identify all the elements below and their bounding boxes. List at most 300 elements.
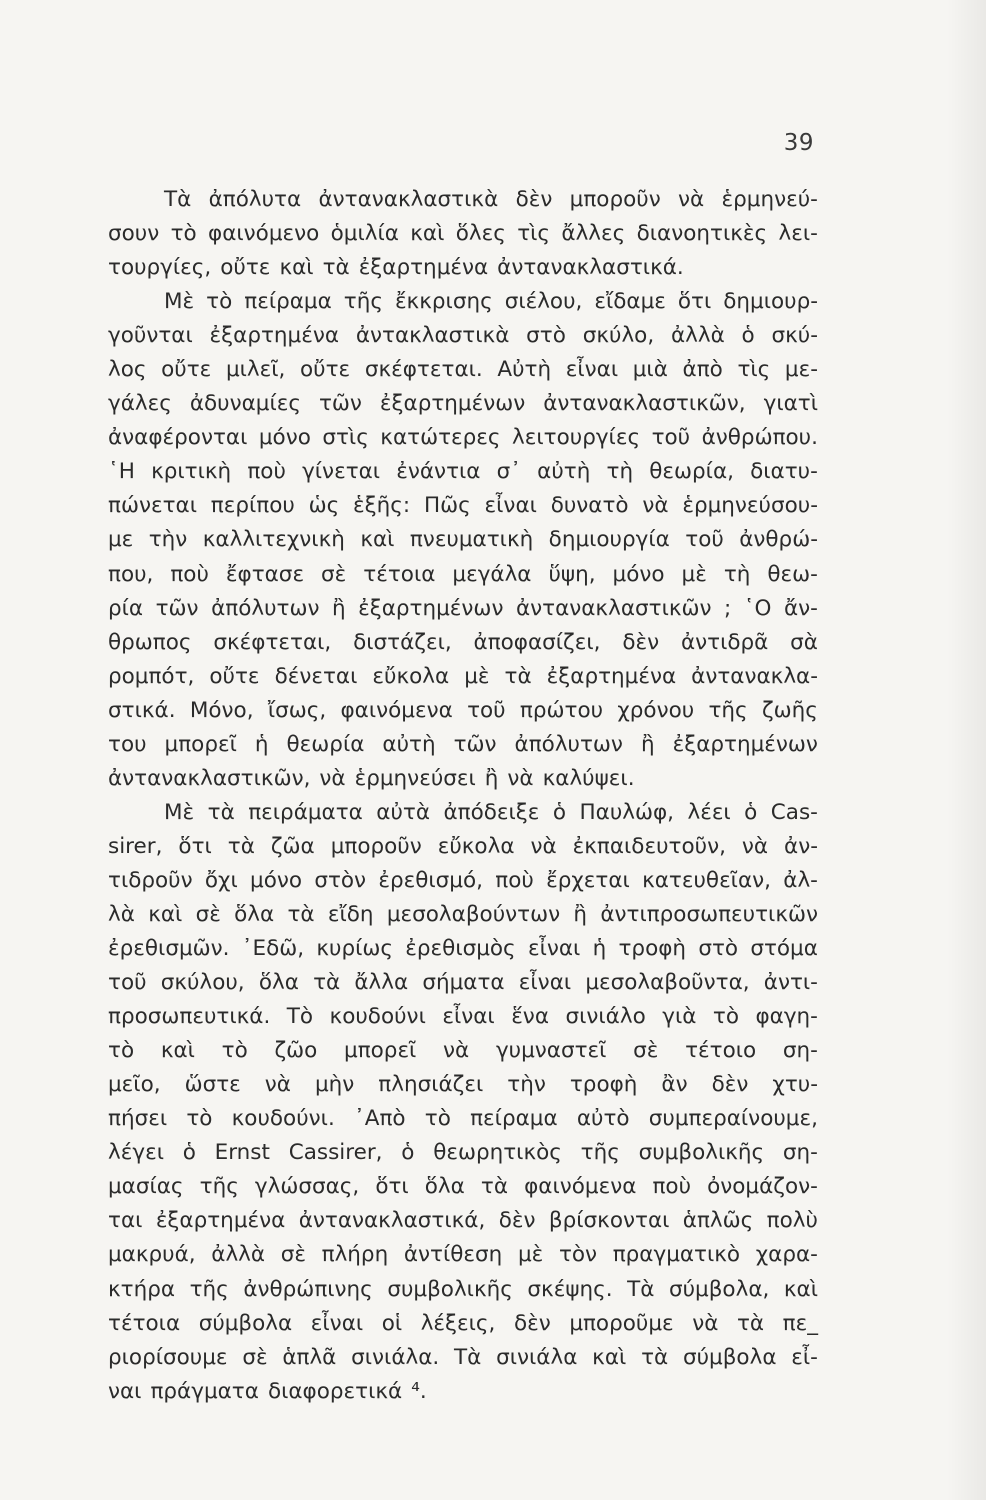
word: μόνο	[612, 561, 665, 587]
word: μὲ	[464, 663, 490, 689]
word: ὅτι	[677, 289, 712, 315]
word: οὔτε	[220, 255, 271, 281]
word: γιὰ	[662, 1004, 697, 1030]
word: ὕψη,	[548, 561, 596, 587]
word: ἐξαρτημένα	[546, 663, 677, 689]
word: ἐξαρτημένα	[155, 1208, 286, 1234]
word: καὶ	[160, 1038, 195, 1064]
word: φαινόμενο	[208, 221, 320, 247]
word: φαινόμενα	[340, 697, 453, 723]
text-line	[108, 966, 818, 1000]
word: τὸ	[221, 1038, 248, 1064]
word: πραγματικὸ	[612, 1242, 741, 1268]
word: του	[108, 731, 147, 757]
word: Παυλώφ,	[579, 799, 675, 825]
word: τὰ	[313, 970, 341, 996]
word: δένεται	[274, 663, 358, 689]
word: ποὺ	[170, 561, 209, 587]
word: πράγματα	[150, 1378, 259, 1404]
word: ἔφτασε	[225, 561, 305, 587]
word: ἀπόλυτων	[211, 595, 320, 621]
word: ἀντανακλαστικὰ	[318, 187, 499, 212]
word: ποὺ	[247, 459, 286, 485]
word: τῆς	[343, 289, 383, 315]
word: δημιουρ-	[723, 289, 818, 315]
text-line	[108, 932, 818, 966]
word: νὰ	[530, 833, 557, 859]
word: θεωρητικὸς	[433, 1140, 562, 1166]
text-line	[108, 421, 818, 455]
text-line	[108, 1238, 818, 1272]
word: σκέψης.	[527, 1276, 613, 1302]
word: νὰ	[741, 833, 769, 859]
word: τὸ	[206, 289, 233, 315]
word: μποροῦν	[330, 833, 422, 859]
word: λει-	[778, 221, 818, 247]
word: Μόνο,	[189, 697, 254, 723]
word: αὐτὰ	[376, 799, 431, 825]
word: ἀντανακλαστικῶν,	[108, 765, 311, 791]
word: ἁπλῶς	[682, 1208, 754, 1234]
word: λὰ	[108, 901, 135, 927]
text-line	[108, 558, 818, 592]
word: στόμα	[750, 936, 818, 962]
word: σουν	[108, 221, 160, 247]
word: ὡς	[308, 493, 340, 519]
word: ἀδυναμίες	[189, 391, 301, 417]
word: ὁ	[182, 1140, 196, 1166]
word: τέτοια	[108, 1310, 181, 1336]
word: λέγει	[108, 1140, 164, 1166]
word: ἀλλὰ	[211, 1242, 266, 1268]
word: φαινόμενα	[524, 1174, 637, 1200]
word: μεσολαβούντων	[386, 901, 561, 927]
word: Τὰ	[454, 1344, 482, 1370]
word: ἐρεθισμῶν.	[108, 936, 230, 962]
word: τῆς	[199, 1174, 239, 1200]
word: ἀντανακλαστικά,	[298, 1208, 486, 1234]
word: δὲν	[515, 187, 553, 212]
word: κυρίως	[316, 936, 394, 962]
word: γυμναστεῖ	[495, 1038, 607, 1064]
word: πώνεται	[108, 493, 197, 519]
word: εἴδαμε	[594, 289, 666, 315]
word: χτυ-	[772, 1072, 818, 1098]
word: τὰ	[504, 663, 532, 689]
word: ἢ	[484, 765, 499, 791]
word: ἀπὸ	[682, 357, 723, 383]
word: ποὺ	[652, 1174, 692, 1200]
word: ἀντανακλαστικά.	[497, 255, 684, 281]
word: τροφὴ	[569, 1072, 638, 1098]
word: ὅτι	[178, 833, 212, 859]
word: ἀνθρώπου.	[701, 425, 818, 451]
word: ὄχι	[204, 867, 238, 893]
word: πήσει	[108, 1106, 168, 1132]
word: σήματα	[422, 970, 505, 996]
text-line	[108, 694, 818, 728]
word: Πῶς	[423, 493, 471, 519]
word: διατυ-	[750, 459, 818, 485]
text-line	[108, 1000, 818, 1034]
word: ζῶα	[270, 833, 315, 859]
word: στὸ	[698, 936, 739, 962]
word: βρίσκονται	[548, 1208, 670, 1234]
word: γίνεται	[302, 459, 381, 485]
word: ῾Ο	[743, 595, 772, 621]
word: ἁπλᾶ	[282, 1344, 337, 1370]
word: εὔκολα	[437, 833, 515, 859]
word: ῾Η	[108, 459, 135, 485]
word: θεωρία	[286, 731, 365, 757]
word: πλήρη	[321, 1242, 389, 1268]
word: γιατὶ	[763, 391, 818, 417]
word: ἀντακλαστικὰ	[355, 323, 510, 349]
word: ᾽Εδῶ,	[241, 936, 305, 962]
word: ζῶο	[274, 1038, 318, 1064]
word: ἀναφέρονται	[108, 425, 248, 451]
word: προσωπευτικά.	[108, 1004, 271, 1030]
word: ἐκπαιδευτοῦν,	[572, 833, 726, 859]
word: μὴν	[314, 1072, 355, 1098]
word: στὸν	[314, 867, 367, 893]
word: τῆς	[580, 1140, 620, 1166]
word: δὲν	[622, 629, 660, 655]
word: οὔτε	[209, 663, 260, 689]
word: τὶς	[737, 357, 771, 383]
word: κατευθεῖαν,	[642, 867, 771, 893]
word: τὰ	[322, 255, 350, 281]
word: με-	[784, 357, 818, 383]
text-line	[108, 251, 818, 285]
word: εὔκολα	[372, 663, 450, 689]
word: φαγη-	[755, 1004, 818, 1030]
text-line	[108, 728, 818, 762]
text-line	[108, 1102, 818, 1136]
word: ἀπόλυτα	[208, 187, 302, 212]
word: σκύλου,	[160, 970, 245, 996]
word: σινιάλα	[496, 1344, 578, 1370]
word: ἔρχεται	[546, 867, 630, 893]
word: ση-	[782, 1140, 818, 1166]
word: δημιουργία	[548, 527, 670, 553]
word: καλλιτεχνικὴ	[202, 527, 345, 553]
word: συμβολικῆς	[638, 1140, 765, 1166]
word: εἴδη	[327, 901, 374, 927]
word: σὲ	[280, 1242, 306, 1268]
word: αὐτὸ	[576, 1106, 630, 1132]
word: μιὰ	[632, 357, 668, 383]
text-line	[108, 1204, 818, 1238]
word: σκύλο,	[582, 323, 655, 349]
word: τὸ	[170, 221, 197, 247]
text-line	[108, 1375, 818, 1409]
word: σιέλου,	[504, 289, 583, 315]
word: κτήρα	[108, 1276, 176, 1302]
text-line	[108, 353, 818, 387]
text-line	[108, 1170, 818, 1204]
word: ᾽Απὸ	[354, 1106, 406, 1132]
word: κατώτερες	[380, 425, 501, 451]
word: ἑρμηνεύ-	[721, 187, 818, 212]
word: καὶ	[783, 1276, 818, 1302]
text-line	[108, 1341, 818, 1375]
word: σύμβολα	[198, 1310, 293, 1336]
word: ριορίσουμε	[108, 1344, 228, 1370]
word: μεῖο,	[108, 1072, 161, 1098]
word: εἶναι	[565, 357, 619, 383]
word: αὐτὴ	[537, 459, 591, 485]
word: ὁ	[744, 799, 758, 825]
word: τὰ	[207, 799, 235, 825]
text-line	[108, 319, 818, 353]
word: τὴ	[723, 561, 751, 587]
word: σκέφτεται,	[213, 629, 332, 655]
word: σινιάλο	[565, 1004, 646, 1030]
word: Cassirer,	[288, 1140, 383, 1166]
word: γλώσσας,	[254, 1174, 360, 1200]
word: μασίας	[108, 1174, 184, 1200]
word: ἢ	[331, 595, 346, 621]
word: ἡ	[592, 936, 607, 962]
word: ἐξαρτημένα	[209, 323, 340, 349]
word: ὅτι	[375, 1174, 409, 1200]
word: ζωῆς	[761, 697, 818, 723]
word: ἀντιδρᾶ	[680, 629, 769, 655]
word: τὶς	[517, 221, 551, 247]
word: τοῦ	[651, 425, 691, 451]
word: ἀντανακλαστικῶν,	[543, 391, 746, 417]
word: που,	[108, 561, 154, 587]
word: ρομπότ,	[108, 663, 195, 689]
word: νὰ	[642, 493, 669, 519]
text-line	[108, 455, 818, 489]
word: συμπεραίνουμε,	[648, 1106, 818, 1132]
word: στὶς	[322, 425, 369, 451]
word: δυνατὸ	[550, 493, 629, 519]
text-line	[108, 489, 818, 523]
word: μπορεῖ	[344, 1038, 417, 1064]
text-line	[108, 1307, 818, 1341]
word: τὰ	[227, 833, 255, 859]
word: ἐρεθισμὸς	[405, 936, 516, 962]
word: ὁ	[552, 799, 567, 825]
word: ἀπόλυτων	[514, 731, 623, 757]
word: ἕνα	[511, 1004, 549, 1030]
word: στὸ	[526, 323, 566, 349]
word: ἔκκρισης	[394, 289, 493, 315]
word: τῆς	[708, 697, 748, 723]
word: μὲ	[681, 561, 707, 587]
word: κουδούνι	[329, 1004, 426, 1030]
word: νὰ	[443, 1038, 470, 1064]
word: θρωπος	[108, 629, 192, 655]
word: εἶναι	[442, 1004, 495, 1030]
word: μὲ	[517, 1242, 544, 1268]
word: τὰ	[480, 1174, 509, 1200]
word: σκύ-	[771, 323, 818, 349]
word: καὶ	[148, 901, 183, 927]
word: καὶ	[360, 527, 395, 553]
word: τουργίες,	[108, 255, 212, 281]
word: τιδροῦν	[108, 867, 193, 893]
word: σὲ	[195, 901, 221, 927]
word: πλησιάζει	[378, 1072, 484, 1098]
word: ἄν-	[783, 595, 818, 621]
word: τοῦ	[108, 970, 147, 996]
text-line	[108, 898, 818, 932]
word: τέτοιο	[685, 1038, 757, 1064]
word: μακρυά,	[108, 1242, 196, 1268]
text-line	[108, 183, 818, 217]
word: εἶ-	[791, 1344, 818, 1370]
word: γοῦνται	[108, 323, 193, 349]
word: σὲ	[242, 1344, 268, 1370]
word: οὔτε	[161, 357, 212, 383]
word: νὰ	[692, 1310, 719, 1336]
text-line	[108, 796, 818, 830]
word: πε_	[782, 1310, 818, 1336]
word: θεω-	[767, 561, 818, 587]
word: ἑρμηνεύσει	[354, 765, 476, 791]
word: Ernst	[214, 1140, 270, 1166]
word: ἀντίθεση	[403, 1242, 503, 1268]
word: ἀντανακλα-	[691, 663, 818, 689]
word: Μὲ	[164, 799, 195, 825]
word: τὰ	[736, 1310, 765, 1336]
word: πειράματα	[248, 799, 363, 825]
word: συμβολικῆς	[387, 1276, 513, 1302]
word: ἡ	[254, 731, 269, 757]
word: νὰ	[319, 765, 346, 791]
word: ⁴.	[411, 1378, 427, 1404]
word: νὰ	[507, 765, 534, 791]
text-line	[108, 1068, 818, 1102]
word: δὲν	[513, 1310, 551, 1336]
word: πρώτου	[519, 697, 604, 723]
word: ὁ	[741, 323, 755, 349]
word: τῆς	[189, 1276, 229, 1302]
text-line	[108, 1136, 818, 1170]
word: ἐνάντια	[396, 459, 481, 485]
word: ἀπόδειξε	[443, 799, 540, 825]
word: τὰ	[287, 901, 315, 927]
word: ἀντι-	[763, 970, 818, 996]
word: μεσολαβοῦντα,	[585, 970, 750, 996]
word: τῶν	[318, 391, 362, 417]
word: αὐτὴ	[382, 731, 436, 757]
text-line	[108, 1034, 818, 1068]
word: καὶ	[410, 221, 445, 247]
text-line	[108, 285, 818, 319]
word: ἀνθρώπινης	[243, 1276, 373, 1302]
word: τὴ	[606, 459, 634, 485]
word: μόνο	[258, 425, 311, 451]
word: κουδούνι.	[231, 1106, 335, 1132]
word: ἑρμηνεύσου-	[682, 493, 818, 519]
word: σύμβολα	[682, 1344, 777, 1370]
word: ται	[108, 1208, 143, 1234]
text-line	[108, 1273, 818, 1307]
word: διστάζει,	[353, 629, 452, 655]
word: πνευματικὴ	[409, 527, 534, 553]
word: τὸ	[424, 1106, 451, 1132]
word: θεωρία,	[649, 459, 734, 485]
word: Cas-	[770, 799, 818, 825]
word: τροφὴ	[618, 936, 687, 962]
text-line	[108, 762, 818, 796]
word: σὲ	[633, 1038, 659, 1064]
word: ναι	[108, 1378, 142, 1404]
word: τὴν	[507, 1072, 546, 1098]
word: μπορεῖ	[164, 731, 237, 757]
word: δὲν	[711, 1072, 749, 1098]
word: εἶναι	[527, 936, 581, 962]
word: ἐξαρτημένα	[358, 255, 489, 281]
word: λέει	[687, 799, 731, 825]
word: διαφορετικά	[267, 1378, 403, 1404]
word: τῶν	[453, 731, 497, 757]
text-line	[108, 864, 818, 898]
word: ση-	[782, 1038, 818, 1064]
word: χαρα-	[755, 1242, 818, 1268]
word: ἀλλὰ	[670, 323, 725, 349]
word: εἶναι	[518, 970, 572, 996]
word: μποροῦμε	[569, 1310, 674, 1336]
word: ἐξαρτημένων	[379, 391, 526, 417]
word: καὶ	[592, 1344, 627, 1370]
word: ρία	[108, 595, 144, 621]
word: Τὰ	[164, 187, 192, 212]
word: λειτουργίες	[512, 425, 641, 451]
word: ὥστε	[184, 1072, 241, 1098]
word: λέξεις,	[420, 1310, 496, 1336]
word: μόνο	[250, 867, 303, 893]
word: γάλες	[108, 391, 172, 417]
word: ὅλα	[424, 1174, 465, 1200]
word: πολὺ	[766, 1208, 818, 1234]
word: ἐξαρτημένων	[672, 731, 818, 757]
word: μιλεῖ,	[225, 357, 286, 383]
word: ἀποφασίζει,	[473, 629, 601, 655]
word: καλύψει.	[542, 765, 635, 791]
word: τὸν	[558, 1242, 598, 1268]
word: ἑξῆς:	[353, 493, 411, 519]
word: νὰ	[264, 1072, 291, 1098]
word: ὁ	[401, 1140, 415, 1166]
word: ὅλα	[258, 970, 299, 996]
word: Τὰ	[627, 1276, 655, 1302]
word: ἢ	[573, 901, 588, 927]
word: δὲν	[498, 1208, 536, 1234]
page-number: 39	[783, 130, 814, 156]
word: σινιάλα.	[351, 1344, 440, 1370]
word: τῶν	[155, 595, 199, 621]
text-line	[108, 626, 818, 660]
word: ἀλ-	[783, 867, 818, 893]
word: ἂν	[661, 1072, 688, 1098]
word: ἄλλες	[561, 221, 626, 247]
word: σκέφτεται.	[364, 357, 483, 383]
word: διανοητικὲς	[636, 221, 768, 247]
word: τὸ	[108, 1038, 135, 1064]
word: ἐξαρτημένων	[358, 595, 504, 621]
word: σὰ	[790, 629, 818, 655]
word: τὸ	[712, 1004, 739, 1030]
word: τὴν	[148, 527, 188, 553]
word: τοῦ	[685, 527, 724, 553]
word: ;	[724, 595, 732, 621]
